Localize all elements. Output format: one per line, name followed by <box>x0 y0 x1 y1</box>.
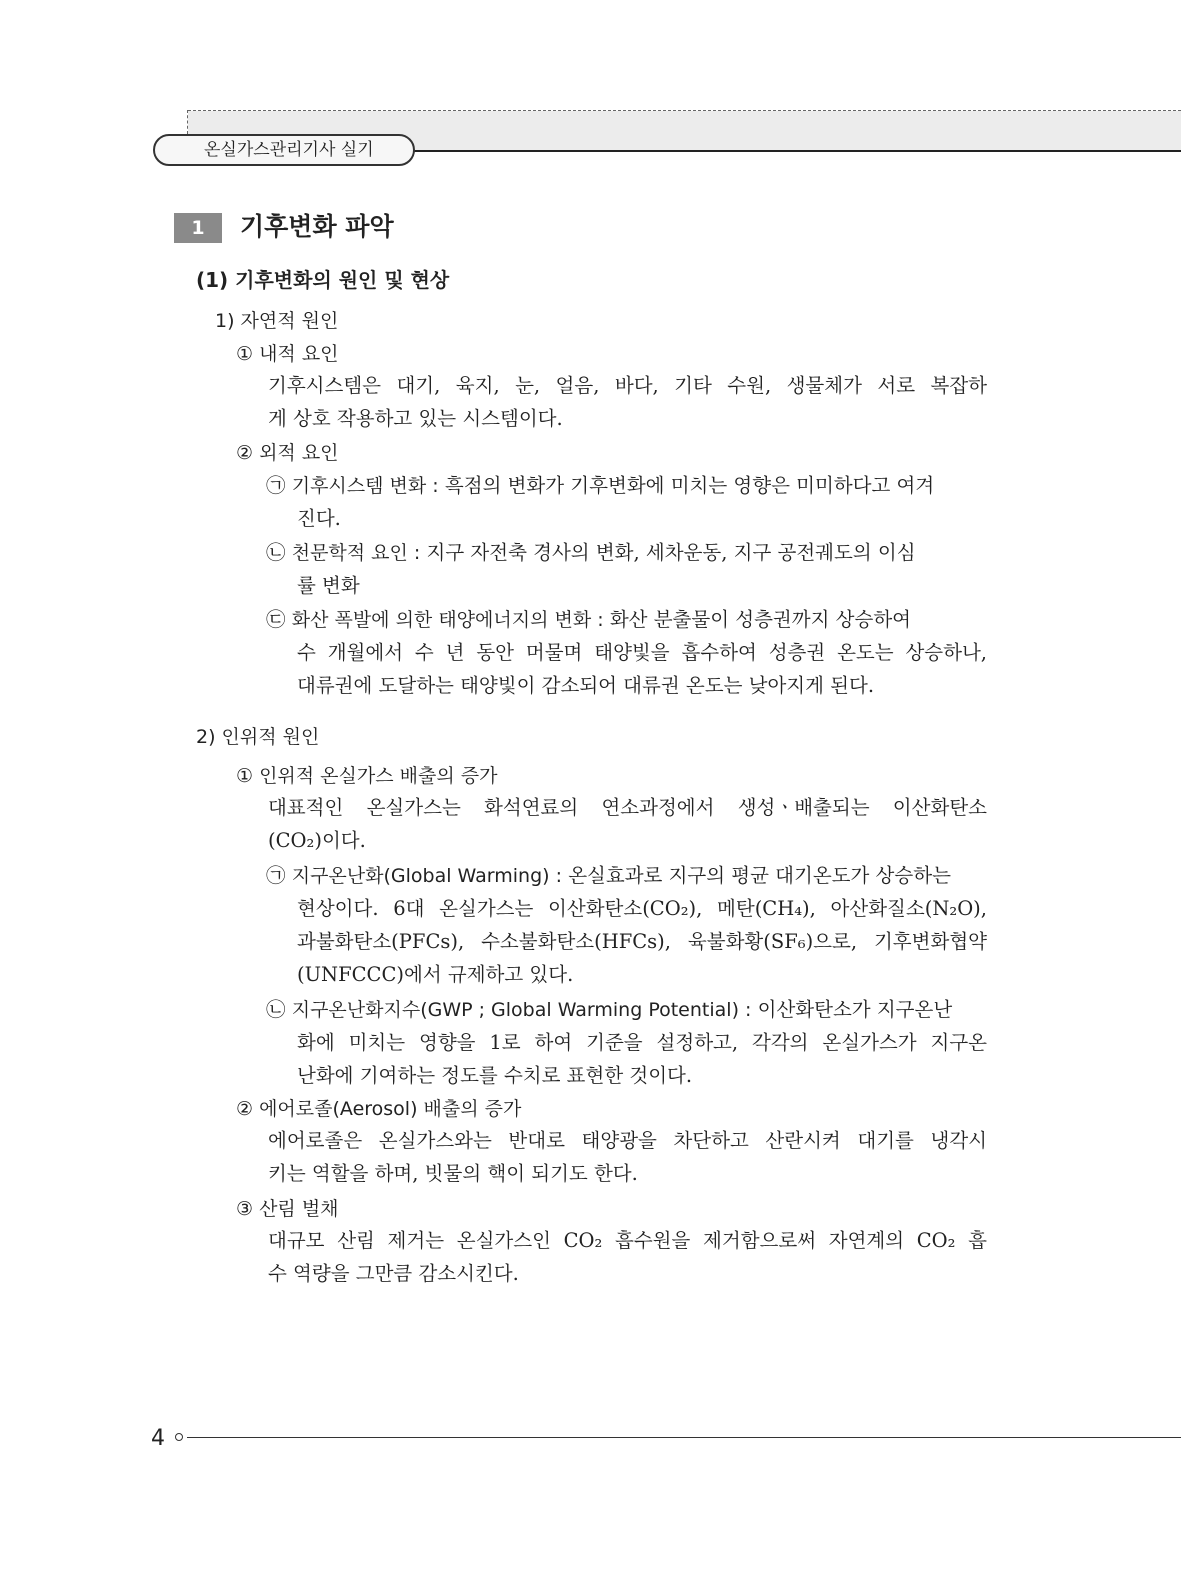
item-text: 지구 자전축 경사의 변화, 세차운동, 지구 공전궤도의 이심 <box>426 541 916 564</box>
natural-causes-heading: 1) 자연적 원인 <box>215 310 339 332</box>
global-warming-text-line: 현상이다. 6대 온실가스는 이산화탄소(CO₂), 메탄(CH₄), 아산화질소(N₂O), <box>297 897 987 920</box>
item-marker: ㉠ <box>266 474 286 497</box>
deforestation-text-line: 수 역량을 그만큼 감소시킨다. <box>268 1262 519 1285</box>
item-label: 지구온난화지수(GWP ; Global Warming Potential) : <box>291 999 752 1021</box>
global-warming-text-line: 과불화탄소(PFCs), 수소불화탄소(HFCs), 육불화황(SF₆)으로, 기후변화협약 <box>297 930 987 953</box>
global-warming-text-line: (UNFCCC)에서 규제하고 있다. <box>297 963 574 986</box>
internal-factor-heading: ① 내적 요인 <box>236 343 339 365</box>
gwp-text-line: 화에 미치는 영향을 1로 하여 기준을 설정하고, 각각의 온실가스가 지구온 <box>297 1031 987 1054</box>
external-factor-heading: ② 외적 요인 <box>236 442 339 464</box>
section-title: 기후변화 파악 <box>240 212 394 241</box>
internal-factor-text-line: 기후시스템은 대기, 육지, 눈, 얼음, 바다, 기타 수원, 생물체가 서로 복잡하 <box>268 374 987 397</box>
item-marker: ㉡ <box>266 998 286 1021</box>
aerosol-heading: ② 에어로졸(Aerosol) 배출의 증가 <box>236 1098 522 1120</box>
header-rule <box>400 150 1181 152</box>
aerosol-text-line: 에어로졸은 온실가스와는 반대로 태양광을 차단하고 산란시켜 대기를 냉각시 <box>268 1129 987 1152</box>
item-text: 화산 분출물이 성층권까지 상승하여 <box>609 608 911 631</box>
ghg-emission-heading: ① 인위적 온실가스 배출의 증가 <box>236 765 498 787</box>
internal-factor-text-line: 게 상호 작용하고 있는 시스템이다. <box>268 407 563 430</box>
deforestation-heading: ③ 산림 벌채 <box>236 1198 339 1220</box>
footer-circle-ornament <box>175 1433 183 1441</box>
item-text: 온실효과로 지구의 평균 대기온도가 상승하는 <box>568 864 951 887</box>
volcanic-eruption-text-line: 대류권에 도달하는 태양빛이 감소되어 대류권 온도는 낮아지게 된다. <box>297 674 875 697</box>
header-dashed-rule <box>188 110 1181 111</box>
ghg-emission-text-line: (CO₂)이다. <box>268 829 366 852</box>
section-number-badge: 1 <box>174 213 222 243</box>
gwp-text-line: 난화에 기여하는 정도를 수치로 표현한 것이다. <box>297 1064 693 1087</box>
item-marker: ㉡ <box>266 541 286 564</box>
item-label: 천문학적 요인 : <box>291 542 421 564</box>
ghg-emission-text-line: 대표적인 온실가스는 화석연료의 연소과정에서 생성ㆍ배출되는 이산화탄소 <box>268 796 987 819</box>
item-marker: ㉢ <box>266 608 286 631</box>
anthropogenic-causes-heading: 2) 인위적 원인 <box>196 726 320 748</box>
header-dashed-edge <box>187 110 188 134</box>
astronomical-factor-text-line: 률 변화 <box>297 574 360 597</box>
item-label: 기후시스템 변화 : <box>291 475 439 497</box>
astronomical-factor-item <box>266 536 916 570</box>
volcanic-eruption-text-line: 수 개월에서 수 년 동안 머물며 태양빛을 흡수하여 성층권 온도는 상승하나, <box>297 641 987 664</box>
gwp-item <box>266 993 952 1027</box>
subsection-heading: (1) 기후변화의 원인 및 현상 <box>196 268 450 292</box>
global-warming-item <box>266 859 951 893</box>
climate-system-change-text-line: 진다. <box>297 507 341 530</box>
item-label: 지구온난화(Global Warming) : <box>291 865 562 887</box>
item-text: 이산화탄소가 지구온난 <box>757 998 953 1021</box>
aerosol-text-line: 키는 역할을 하며, 빗물의 핵이 되기도 한다. <box>268 1162 638 1185</box>
item-marker: ㉠ <box>266 864 286 887</box>
item-text: 흑점의 변화가 기후변화에 미치는 영향은 미미하다고 여겨 <box>444 474 935 497</box>
climate-system-change-item <box>266 469 987 503</box>
deforestation-text-line: 대규모 산림 제거는 온실가스인 CO₂ 흡수원을 제거함으로써 자연계의 CO₂ 흡 <box>268 1229 987 1252</box>
volcanic-eruption-item <box>266 603 911 637</box>
book-title: 온실가스관리기사 실기 <box>204 140 374 160</box>
page-number: 4 <box>151 1426 165 1451</box>
footer-rule <box>187 1437 1181 1438</box>
item-label: 화산 폭발에 의한 태양에너지의 변화 : <box>291 609 604 631</box>
